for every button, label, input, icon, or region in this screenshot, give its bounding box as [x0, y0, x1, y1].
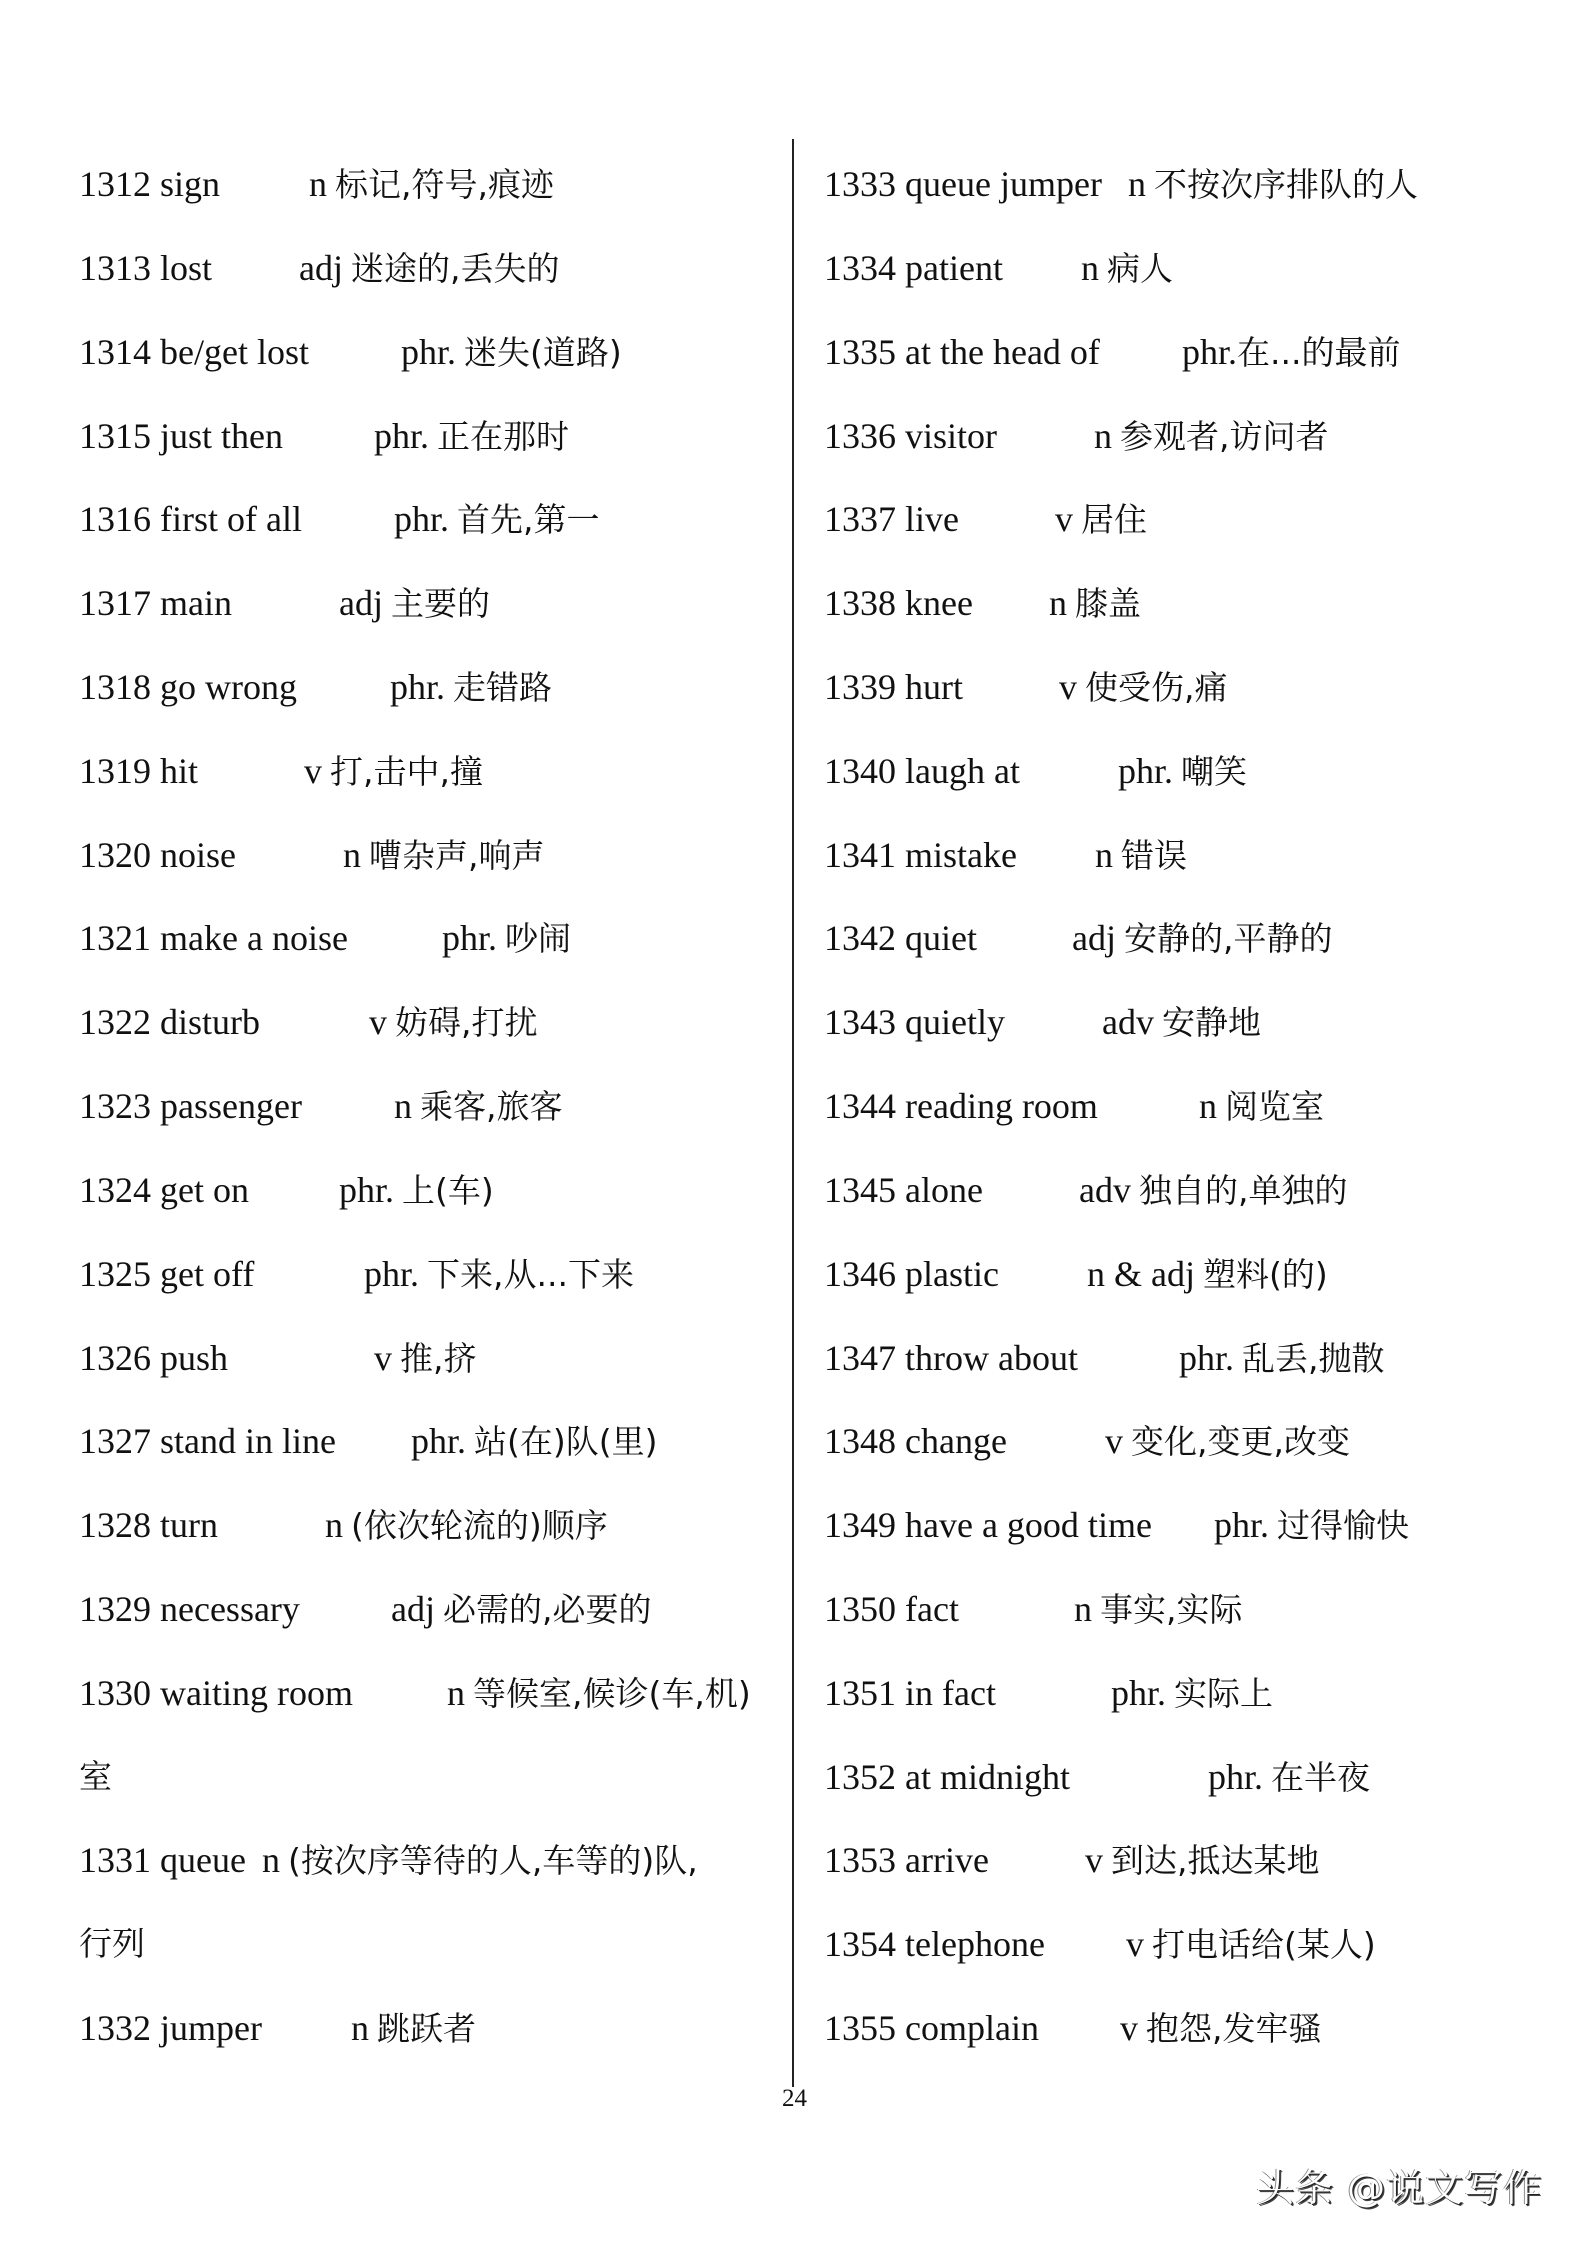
entry-term: 1317 main [79, 583, 232, 623]
entry-term: 1322 disturb [79, 1002, 261, 1042]
chinese-meaning: 安静地 [1161, 1003, 1261, 1042]
entry-term: 1314 be/get lost [79, 332, 309, 372]
chinese-meaning: 打,击中,撞 [330, 752, 483, 791]
part-of-speech: v [1105, 1421, 1123, 1461]
entry-term: 1335 at the head of [824, 332, 1100, 372]
part-of-speech: phr. [1208, 1757, 1264, 1797]
entry-term: 1350 fact [824, 1589, 959, 1629]
chinese-meaning: 走错路 [453, 668, 553, 707]
entry-term: 1353 arrive [824, 1840, 989, 1880]
entry-definition [1105, 1416, 1350, 1467]
entry-definition [1208, 1752, 1370, 1803]
entry-term: 1348 change [824, 1421, 1007, 1461]
chinese-meaning: 推,挤 [400, 1339, 477, 1378]
chinese-meaning: 膝盖 [1075, 584, 1141, 623]
chinese-meaning: 吵闹 [505, 919, 572, 958]
part-of-speech: phr. [1118, 751, 1174, 791]
entry-term: 1344 reading room [824, 1086, 1098, 1126]
chinese-meaning: 必需的,必要的 [442, 1590, 652, 1629]
part-of-speech: v [304, 751, 322, 791]
entry-term: 1325 get off [79, 1254, 255, 1294]
chinese-meaning: 过得愉快 [1277, 1506, 1410, 1545]
part-of-speech: adj [299, 248, 343, 288]
part-of-speech: v [1120, 2008, 1138, 2048]
chinese-meaning: 参观者,访问者 [1120, 417, 1329, 456]
entry-definition [1118, 746, 1247, 797]
chinese-meaning: 错误 [1121, 836, 1187, 875]
entry-definition [1120, 2003, 1322, 2054]
entry-term: 1338 knee [824, 583, 973, 623]
chinese-meaning: 在半夜 [1271, 1758, 1371, 1797]
part-of-speech: phr. [339, 1170, 395, 1210]
entry-term: 1333 queue jumper [824, 164, 1102, 204]
entry-definition [1087, 1249, 1328, 1300]
entry-term: 1342 quiet [824, 918, 977, 958]
part-of-speech: phr. [1179, 1338, 1235, 1378]
entry-term: 1313 lost [79, 248, 213, 288]
part-of-speech: adv [1102, 1002, 1154, 1042]
chinese-meaning: 使受伤,痛 [1085, 668, 1228, 707]
part-of-speech: phr. [374, 416, 430, 456]
entry-term: 1339 hurt [824, 667, 963, 707]
entry-definition [1199, 1081, 1324, 1132]
chinese-meaning: 嘈杂声,响声 [369, 836, 545, 875]
entry-term: 1312 sign [79, 164, 221, 204]
chinese-meaning: 正在那时 [437, 417, 570, 456]
part-of-speech: v [1126, 1924, 1144, 1964]
entry-definition [325, 1500, 608, 1551]
chinese-meaning: 安静的,平静的 [1123, 919, 1333, 958]
chinese-meaning: 在...的最前 [1237, 333, 1401, 372]
entry-definition [339, 578, 490, 629]
entry-term: 1354 telephone [824, 1924, 1045, 1964]
chinese-meaning: 首先,第一 [457, 500, 600, 539]
part-of-speech: v [369, 1002, 387, 1042]
entry-definition [1182, 327, 1401, 378]
entry-term: 1355 complain [824, 2008, 1039, 2048]
part-of-speech: n [1095, 835, 1113, 875]
entry-term: 1316 first of all [79, 499, 302, 539]
entry-term: 1318 go wrong [79, 667, 297, 707]
entry-definition [374, 1333, 477, 1384]
entry-term: 1328 turn [79, 1505, 218, 1545]
entry-definition [1102, 997, 1261, 1048]
chinese-meaning: 迷途的,丢失的 [350, 249, 560, 288]
entry-definition [1079, 1165, 1347, 1216]
entry-definition [1074, 1584, 1243, 1635]
entry-definition [364, 1249, 634, 1300]
column-divider [792, 139, 794, 2087]
part-of-speech: n [1081, 248, 1099, 288]
part-of-speech: phr. [442, 918, 498, 958]
chinese-meaning: 迷失(道路) [464, 333, 622, 372]
entry-definition [1214, 1500, 1409, 1551]
entry-term: 1332 jumper [79, 2008, 262, 2048]
part-of-speech: n [447, 1673, 465, 1713]
part-of-speech: n [343, 835, 361, 875]
chinese-meaning: 标记,符号,痕迹 [335, 165, 554, 204]
entry-term: 1326 push [79, 1338, 229, 1378]
chinese-meaning: 乘客,旅客 [420, 1087, 563, 1126]
chinese-meaning: 打电话给(某人) [1152, 1925, 1376, 1964]
chinese-meaning: 上(车) [402, 1171, 494, 1210]
entry-definition [1055, 494, 1147, 545]
entry-definition [394, 1081, 563, 1132]
entry-term: 1347 throw about [824, 1338, 1078, 1378]
entry-definition [1111, 1668, 1273, 1719]
chinese-meaning: 站(在)队(里) [474, 1422, 658, 1461]
part-of-speech: phr. [390, 667, 446, 707]
entry-definition [1072, 913, 1332, 964]
entry-definition [1059, 662, 1228, 713]
part-of-speech: adj [339, 583, 383, 623]
entry-term: 1343 quietly [824, 1002, 1005, 1042]
entry-term: 1346 plastic [824, 1254, 999, 1294]
part-of-speech: adj [391, 1589, 435, 1629]
entry-definition [1179, 1333, 1385, 1384]
entry-term: 1345 alone [824, 1170, 983, 1210]
chinese-meaning: 实际上 [1174, 1674, 1274, 1713]
entry-term: 1329 necessary [79, 1589, 300, 1629]
entry-definition [351, 2003, 476, 2054]
entry-definition [442, 913, 571, 964]
chinese-meaning: 主要的 [390, 584, 490, 623]
chinese-meaning: 到达,抵达某地 [1111, 1841, 1320, 1880]
entry-term: 1327 stand in line [79, 1421, 336, 1461]
chinese-meaning: 病人 [1107, 249, 1173, 288]
chinese-meaning: 抱怨,发牢骚 [1146, 2009, 1322, 2048]
chinese-meaning: 等候室,候诊(车,机) [473, 1674, 751, 1713]
part-of-speech: n [1074, 1589, 1092, 1629]
entry-definition [309, 159, 554, 210]
entry-definition [369, 997, 538, 1048]
watermark: 头条 @说文写作 [1256, 2166, 1543, 2210]
entry-term: 1331 queue [79, 1840, 246, 1880]
entry-definition [262, 1835, 698, 1886]
chinese-meaning: 跳跃者 [377, 2009, 476, 2048]
entry-definition [1094, 411, 1329, 462]
entry-definition [411, 1416, 658, 1467]
entry-term: 1340 laugh at [824, 751, 1020, 791]
part-of-speech: phr. [1214, 1505, 1270, 1545]
part-of-speech: n [325, 1505, 343, 1545]
part-of-speech: n [1094, 416, 1112, 456]
part-of-speech: n [1199, 1086, 1217, 1126]
chinese-meaning: 独自的,单独的 [1138, 1171, 1348, 1210]
part-of-speech: n [1128, 164, 1146, 204]
entry-term: 1315 just then [79, 416, 283, 456]
entry-definition [1085, 1835, 1320, 1886]
chinese-meaning: (按次序等待的人,车等的)队, [288, 1841, 698, 1880]
part-of-speech: phr. [401, 332, 457, 372]
chinese-meaning: 乱丢,抛散 [1242, 1339, 1385, 1378]
entry-definition [374, 411, 569, 462]
chinese-meaning: 居住 [1081, 500, 1147, 539]
entry-definition [1128, 159, 1418, 210]
entry-definition [447, 1668, 751, 1719]
entry-term: 1336 visitor [824, 416, 998, 456]
entry-term: 1323 passenger [79, 1086, 302, 1126]
part-of-speech: v [1059, 667, 1077, 707]
part-of-speech: v [1085, 1840, 1103, 1880]
entry-definition [1049, 578, 1141, 629]
chinese-meaning: 嘲笑 [1181, 752, 1248, 791]
entry-term: 1320 noise [79, 835, 236, 875]
chinese-meaning: 塑料(的) [1202, 1255, 1328, 1294]
part-of-speech: n [394, 1086, 412, 1126]
chinese-meaning: 不按次序排队的人 [1154, 165, 1418, 204]
entry-term: 1319 hit [79, 751, 199, 791]
part-of-speech: phr. [364, 1254, 420, 1294]
chinese-meaning: 事实,实际 [1100, 1590, 1243, 1629]
part-of-speech: n [262, 1840, 280, 1880]
entry-term: 1352 at midnight [824, 1757, 1070, 1797]
page-number: 24 [782, 2085, 807, 2112]
entry-definition [1095, 830, 1187, 881]
part-of-speech: phr. [394, 499, 450, 539]
entry-definition [339, 1165, 494, 1216]
entry-definition [299, 243, 559, 294]
entry-definition [304, 746, 483, 797]
entry-definition [394, 494, 600, 545]
entry-term: 1349 have a good time [824, 1505, 1152, 1545]
part-of-speech: phr. [411, 1421, 467, 1461]
chinese-meaning: 下来,从...下来 [427, 1255, 634, 1294]
part-of-speech: n [309, 164, 327, 204]
entry-term: 1330 waiting room [79, 1673, 353, 1713]
entry-definition [1126, 1919, 1376, 1970]
entry-definition [401, 327, 622, 378]
entry-term: 1324 get on [79, 1170, 249, 1210]
entry-term: 1337 live [824, 499, 959, 539]
part-of-speech: n [351, 2008, 369, 2048]
chinese-meaning: 变化,变更,改变 [1131, 1422, 1350, 1461]
entry-term: 1341 mistake [824, 835, 1017, 875]
entry-term: 1334 patient [824, 248, 1003, 288]
entry-continuation: 室 [79, 1757, 112, 1796]
entry-definition [1081, 243, 1173, 294]
part-of-speech: adv [1079, 1170, 1131, 1210]
entry-term: 1321 make a noise [79, 918, 348, 958]
part-of-speech: adj [1072, 918, 1116, 958]
entry-term: 1351 in fact [824, 1673, 996, 1713]
chinese-meaning: 妨碍,打扰 [395, 1003, 538, 1042]
part-of-speech: v [1055, 499, 1073, 539]
part-of-speech: phr. [1182, 332, 1238, 372]
entry-continuation: 行列 [79, 1924, 145, 1963]
part-of-speech: n & adj [1087, 1254, 1195, 1294]
chinese-meaning: 阅览室 [1225, 1087, 1324, 1126]
part-of-speech: phr. [1111, 1673, 1167, 1713]
part-of-speech: n [1049, 583, 1067, 623]
chinese-meaning: (依次轮流的)顺序 [351, 1506, 608, 1545]
entry-definition [391, 1584, 651, 1635]
part-of-speech: v [374, 1338, 392, 1378]
entry-definition [390, 662, 552, 713]
entry-definition [343, 830, 545, 881]
